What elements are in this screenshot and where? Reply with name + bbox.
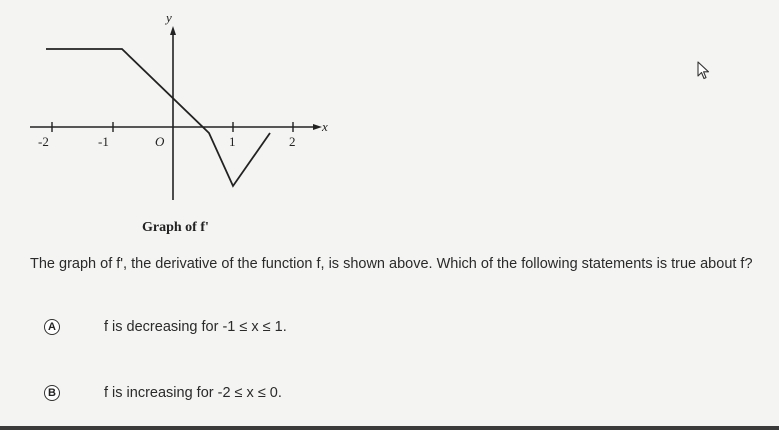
- choice-b[interactable]: [44, 382, 444, 404]
- derivative-curve: [46, 49, 270, 186]
- x-axis-label: x: [322, 119, 328, 134]
- choice-letter-badge: A: [44, 319, 60, 335]
- tick-label: -2: [38, 134, 49, 149]
- y-axis-label: y: [166, 10, 172, 25]
- choice-text: f is increasing for -2 ≤ x ≤ 0.: [104, 385, 282, 401]
- question-text: The graph of f', the derivative of the function f, is shown above. Which of the following statements is true about f?: [30, 256, 753, 272]
- choice-a[interactable]: [44, 316, 444, 338]
- derivative-graph: [0, 0, 360, 240]
- x-axis-arrow: [313, 124, 322, 130]
- origin-label: O: [155, 134, 165, 149]
- tick-label: 1: [229, 134, 236, 149]
- choice-letter-badge: B: [44, 385, 60, 401]
- tick-label: -1: [98, 134, 109, 149]
- mouse-pointer-icon: [697, 61, 711, 81]
- tick-label: 2: [289, 134, 296, 149]
- y-axis-arrow: [170, 26, 176, 35]
- bottom-divider: [0, 426, 779, 430]
- graph-caption: Graph of f': [142, 220, 209, 235]
- choice-text: f is decreasing for -1 ≤ x ≤ 1.: [104, 319, 287, 335]
